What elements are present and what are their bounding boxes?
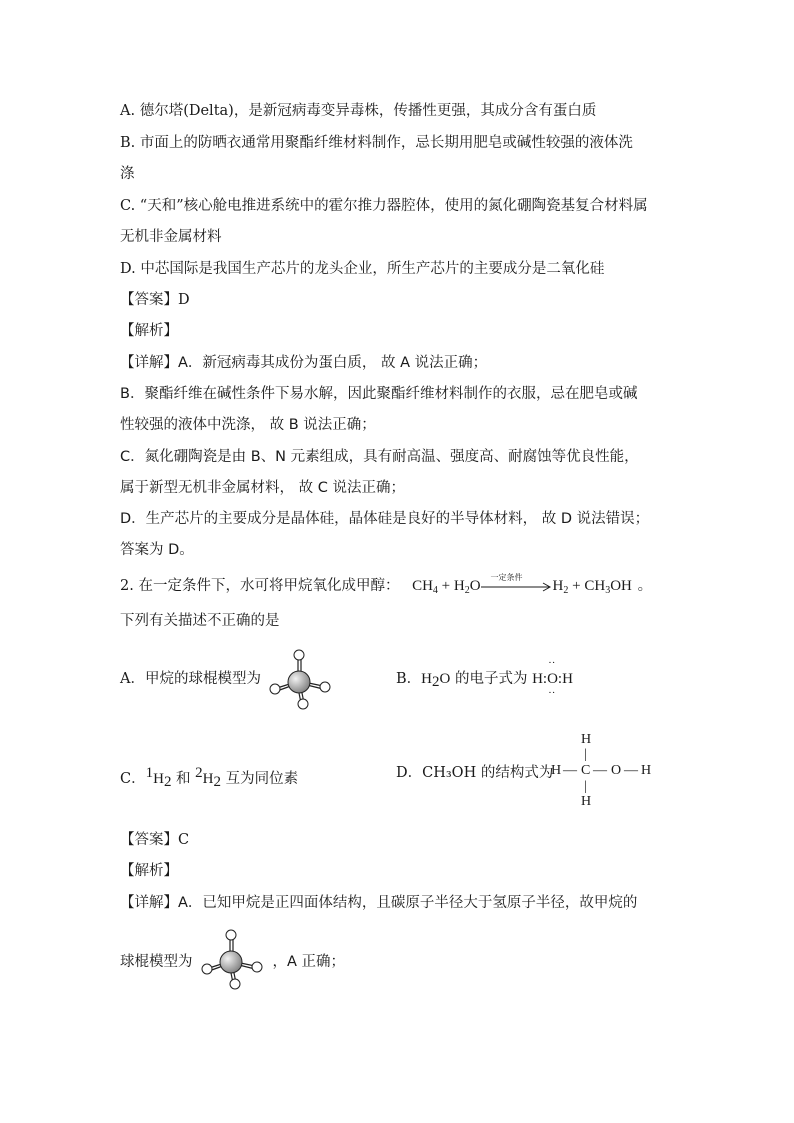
q2-stem-line1	[120, 572, 653, 601]
q1-option-b-line1: B. 市面上的防晒衣通常用聚酯纤维材料制作，忌长期用肥皂或碱性较强的液体洗	[120, 135, 633, 151]
lone-pair-bottom: ··	[548, 687, 556, 699]
q1-answer-line	[120, 290, 190, 310]
q1-detail-c-line1: C．氮化硼陶瓷是由 B、N 元素组成，具有耐高温、强度高、耐腐蚀等优良性能，	[120, 449, 639, 465]
opt-b-h: H	[421, 671, 432, 687]
q1-detail-a	[120, 353, 487, 373]
q1-detail-b-line2: 性较强的液体中洗涤， 故 B 说法正确；	[120, 417, 376, 433]
struct-h-top: H	[581, 732, 592, 747]
opt-c-label: C．	[120, 771, 146, 787]
eq-oh: OH	[610, 578, 632, 594]
opt-b-label: B．	[396, 671, 422, 687]
struct-bond-left: —	[563, 763, 577, 778]
eq-sub3: 3	[605, 585, 611, 596]
q1-option-c-line2: 无机非金属材料	[120, 229, 222, 245]
opt-c-h2: H	[202, 771, 214, 787]
q2-stem-line2: 下列有关描述不正确的是	[120, 613, 280, 629]
q1-detail-d: D．生产芯片的主要成分是晶体硅，晶体硅是良好的半导体材料， 故 D 说法错误；	[120, 511, 650, 527]
struct-h-right: H	[641, 763, 652, 778]
opt-c-and: 和	[171, 771, 196, 787]
arrow-icon	[481, 580, 553, 594]
struct-o: O	[611, 763, 622, 778]
struct-bond-co: —	[593, 763, 607, 778]
q1-conclusion: 答案为 D。	[120, 542, 194, 558]
electron-formula-text: H:O:H	[532, 671, 573, 687]
struct-bond-top: |	[584, 747, 587, 762]
eq-plus-ch: + CH	[568, 578, 606, 594]
q1-detail-c-line2: 属于新型无机非金属材料， 故 C 说法正确；	[120, 480, 405, 496]
q2-analysis-tag-text: 【解析】	[120, 863, 178, 879]
lone-pair-top: ··	[548, 657, 556, 669]
q2-stem-text: 2. 在一定条件下，水可将甲烷氧化成甲醇：	[120, 578, 400, 594]
q1-answer: D	[178, 292, 190, 308]
q2-answer-tag: 【答案】	[120, 832, 178, 848]
opt-c-sup1: 1	[145, 765, 154, 781]
opt-b-o: O	[439, 671, 451, 687]
opt-c-sub1: 2	[163, 774, 172, 790]
analysis-tag: 【解析】	[120, 323, 178, 339]
q1-detail-a-text: A．新冠病毒其成份为蛋白质， 故 A 说法正确；	[178, 355, 488, 371]
q1-detail-b-line1: B．聚酯纤维在碱性条件下易水解，因此聚酯纤维材料制作的衣服，忌在肥皂或碱	[120, 386, 638, 402]
struct-h-bottom: H	[581, 794, 592, 809]
q2-answer: C	[178, 832, 190, 848]
q1-option-a: A. 德尔塔(Delta)，是新冠病毒变异毒株，传播性更强，其成分含有蛋白质	[120, 103, 597, 119]
detail-tag: 【详解】	[120, 355, 178, 371]
opt-c-sup2: 2	[195, 765, 203, 781]
opt-b-sub: 2	[432, 674, 440, 690]
answer-tag: 【答案】	[120, 292, 178, 308]
methane-ball-stick-model-2	[197, 926, 277, 990]
q2-detail-a-text: A．已知甲烷是正四面体结构，且碳原子半径大于氢原子半径，故甲烷的	[178, 895, 638, 911]
eq-h: H	[552, 578, 564, 594]
q1-option-d: D. 中芯国际是我国生产芯片的龙头企业，所生产芯片的主要成分是二氧化硅	[120, 261, 605, 277]
methanol-structural-formula	[551, 732, 661, 812]
q2-detail-a2-suf: ，A 正确；	[272, 954, 346, 970]
eq-plus-h: + H	[437, 578, 465, 594]
q2-option-c	[120, 763, 298, 792]
eq-sub2b: 2	[563, 585, 569, 596]
eq-o: O	[469, 578, 481, 594]
struct-bond-bottom: |	[584, 779, 587, 794]
q2-detail-tag: 【详解】	[120, 895, 178, 911]
q2-answer-line	[120, 830, 189, 850]
water-electron-formula	[532, 657, 573, 699]
q1-option-c-line1: C. “天和”核心舱电推进系统中的霍尔推力器腔体，使用的氮化硼陶瓷基复合材料属	[120, 198, 648, 214]
q1-option-b-line2: 涤	[120, 166, 135, 182]
eq-sub2a: 2	[464, 585, 470, 596]
q2-detail-a-line1	[120, 893, 637, 913]
q2-detail-a2-pre: 球棍模型为	[120, 954, 193, 970]
reaction-equation	[412, 572, 636, 596]
eq-ch: CH	[412, 578, 433, 594]
reaction-arrow	[481, 572, 553, 594]
methane-ball-stick-model	[265, 646, 345, 710]
reaction-condition: 一定条件	[490, 572, 523, 582]
stem-period: 。	[637, 578, 653, 594]
struct-c: C	[581, 763, 591, 778]
opt-c-text: 互为同位素	[221, 771, 299, 787]
struct-h-left: H	[551, 763, 562, 778]
q2-analysis-tag	[120, 861, 178, 881]
q1-analysis-tag	[120, 321, 178, 341]
q2-option-b	[396, 657, 573, 699]
eq-sub4: 4	[432, 585, 438, 596]
struct-bond-oh: —	[624, 763, 638, 778]
opt-c-sub2: 2	[213, 774, 222, 790]
q2-option-a: A．甲烷的球棍模型为	[120, 671, 261, 687]
opt-b-text: 的电子式为	[450, 671, 533, 687]
q2-option-d: D．CH₃OH 的结构式为	[396, 765, 554, 781]
opt-c-h1: H	[153, 771, 164, 787]
